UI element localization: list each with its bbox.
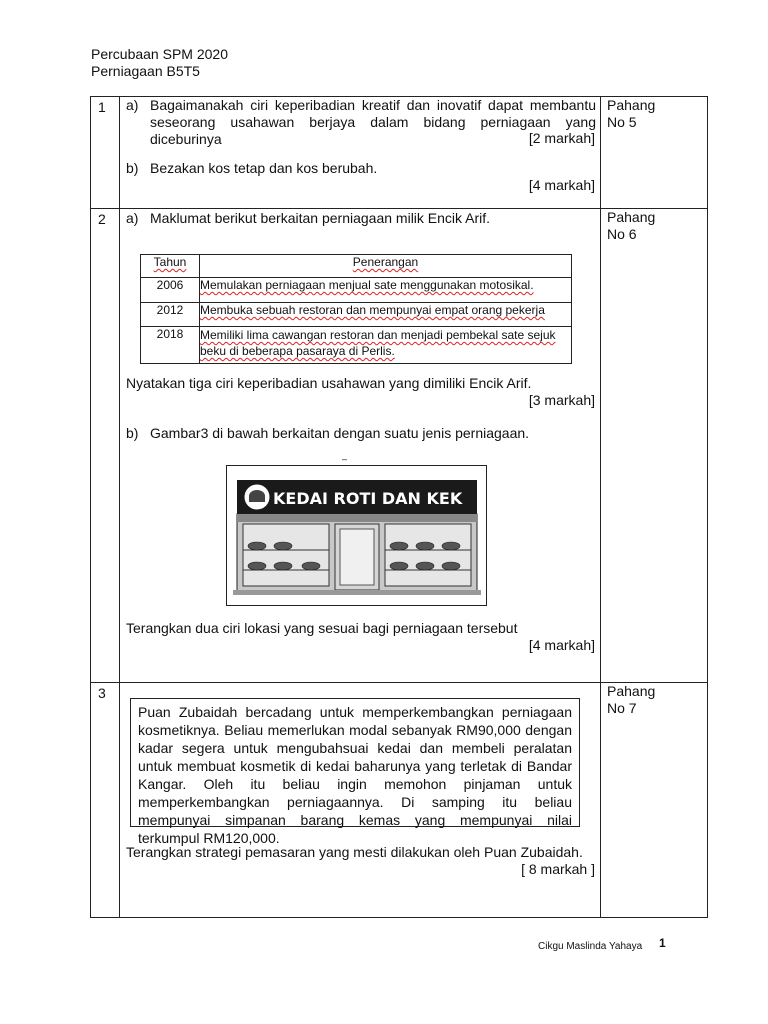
q2b-marks: [4 markah] <box>528 637 595 653</box>
cell-text: Memiliki lima cawangan restoran dan menjadi pembekal sate sejuk beku di beberapa pasaraya di Perlis. <box>200 328 556 358</box>
q1a-label: a) <box>126 97 139 113</box>
q3-marks: [ 8 markah ] <box>521 861 595 877</box>
question-number: 1 <box>91 97 120 209</box>
question-1-body <box>120 97 601 209</box>
table-header <box>141 255 200 278</box>
region-name: Pahang <box>607 209 656 225</box>
q2a-text: Maklumat berikut berkaitan perniagaan milik Encik Arif. <box>150 210 491 226</box>
dash-mark: – <box>342 454 348 464</box>
q1b-text: Bezakan kos tetap dan kos berubah. <box>150 160 378 176</box>
question-1-region <box>601 97 708 209</box>
q1b-marks: [4 markah] <box>528 177 595 193</box>
question-2-region <box>601 209 708 683</box>
table-header <box>200 255 572 278</box>
question-number: 3 <box>91 683 120 918</box>
cell-text: Memulakan perniagaan menjual sate menggunakan motosikal. <box>200 278 534 292</box>
region-number: No 7 <box>607 700 637 716</box>
q2a-marks: [3 markah] <box>528 392 595 408</box>
bakery-figure <box>226 465 487 606</box>
shop-sign-text: KEDAI ROTI DAN KEK <box>273 489 463 508</box>
question-number: 2 <box>91 209 120 683</box>
q2a-label: a) <box>126 210 139 226</box>
q2b-label: b) <box>126 425 139 441</box>
footer-author: Cikgu Maslinda Yahaya <box>538 941 643 952</box>
q1a-text: Bagaimanakah ciri keperibadian kreatif dan inovatif dapat membantu seseorang usahawan berjaya dalam bidang perniagaan yang diceburinya <box>150 97 596 147</box>
question-2-row <box>91 209 708 683</box>
table-row <box>141 303 572 327</box>
cell-text: Membuka sebuah restoran dan mempunyai empat orang pekerja <box>200 303 545 317</box>
bakery-illustration <box>227 466 486 605</box>
region-name: Pahang <box>607 97 656 113</box>
q1b-label: b) <box>126 160 139 176</box>
question-3-row <box>91 683 708 918</box>
question-2-body <box>120 209 601 683</box>
q2b-text: Gambar3 di bawah berkaitan dengan suatu jenis perniagaan. <box>150 425 530 441</box>
question-3-body <box>120 683 601 918</box>
case-study-box: Puan Zubaidah bercadang untuk memperkembangkan perniagaan kosmetiknya. Beliau memerlukan modal sebanyak RM90,000 dengan kadar segera untuk mengubahsuai kedai dan membeli peralatan untuk membuat kosmetik di kedai baharunya yang terletak di Bandar Kangar. Oleh itu beliau ingin memohon pinjaman untuk memperkembangkan perniagaannya. Di samping itu beliau mempunyai simpanan barang kemas yang mempunyai nilai terkumpul RM120,000. <box>130 698 580 827</box>
q2b-prompt: Terangkan dua ciri lokasi yang sesuai bagi perniagaan tersebut <box>126 620 518 636</box>
table-row <box>141 278 572 303</box>
col-header-description: Penerangan <box>352 255 419 269</box>
page-number: 1 <box>659 936 666 950</box>
region-name: Pahang <box>607 683 656 699</box>
table-cell: 2006 <box>141 278 200 303</box>
region-number: No 5 <box>607 114 637 130</box>
col-header-year: Tahun <box>153 255 187 269</box>
region-number: No 6 <box>607 226 637 242</box>
questions-table <box>90 96 708 918</box>
table-row <box>141 327 572 364</box>
question-1-row <box>91 97 708 209</box>
q1a-marks: [2 markah] <box>528 130 595 146</box>
q3-prompt: Terangkan strategi pemasaran yang mesti dilakukan oleh Puan Zubaidah. <box>126 844 583 860</box>
table-cell <box>200 327 572 364</box>
business-history-table <box>140 254 572 364</box>
table-cell <box>200 303 572 327</box>
table-cell <box>200 278 572 303</box>
table-cell: 2012 <box>141 303 200 327</box>
header-title: Percubaan SPM 2020 <box>91 46 228 62</box>
header-subtitle: Perniagaan B5T5 <box>91 63 200 79</box>
question-3-region <box>601 683 708 918</box>
q2a-prompt: Nyatakan tiga ciri keperibadian usahawan yang dimiliki Encik Arif. <box>126 375 532 391</box>
table-cell: 2018 <box>141 327 200 364</box>
